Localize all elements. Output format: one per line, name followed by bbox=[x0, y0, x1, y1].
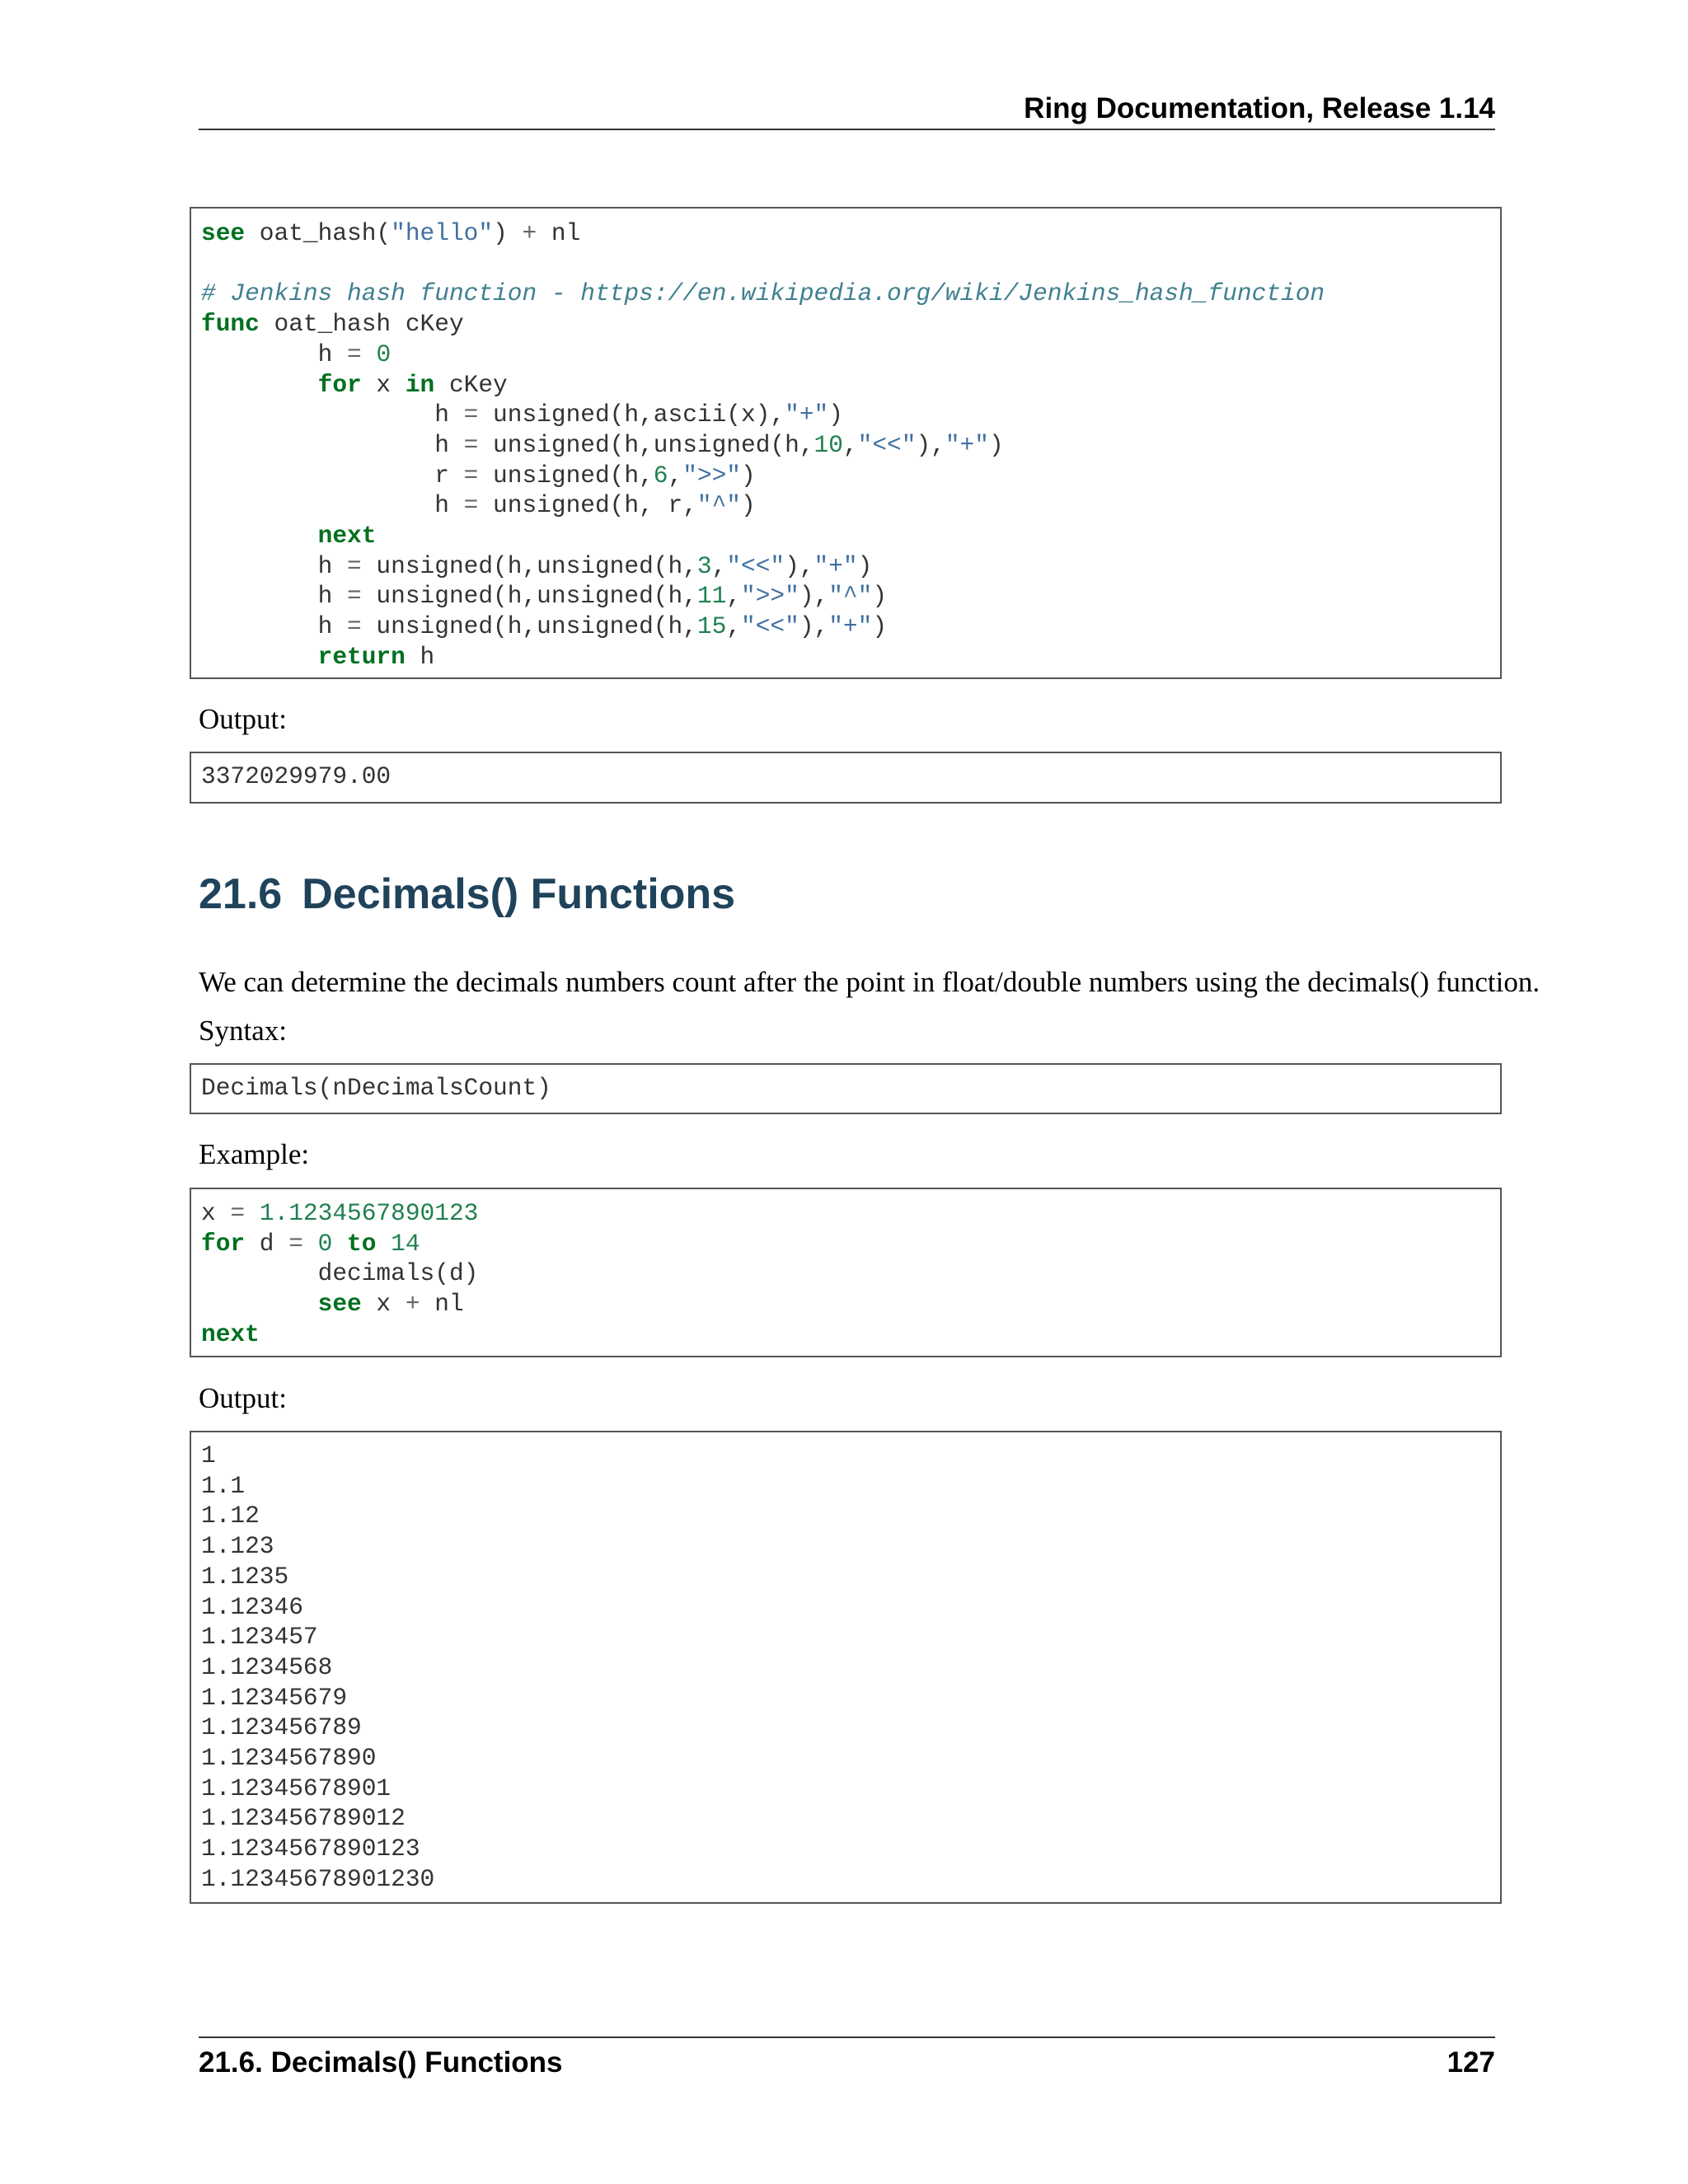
output-line: 1.12345678901230 bbox=[201, 1864, 435, 1893]
output-label-1: Output: bbox=[199, 703, 287, 735]
output-block-2 bbox=[190, 1431, 1502, 1904]
output-line: 1.123456789012 bbox=[201, 1804, 406, 1833]
syntax-block bbox=[190, 1063, 1502, 1114]
output-block-1 bbox=[190, 752, 1502, 804]
output-line: 1.12 bbox=[201, 1502, 260, 1530]
section-heading bbox=[199, 869, 735, 919]
footer-section: 21.6. Decimals() Functions bbox=[199, 2046, 563, 2079]
running-footer bbox=[199, 2036, 1495, 2079]
syntax-label: Syntax: bbox=[199, 1015, 287, 1047]
output-value-1: 3372029979.00 bbox=[201, 762, 392, 790]
output-lines bbox=[201, 1441, 1490, 1895]
code-block-oat-hash bbox=[190, 207, 1502, 679]
output-line: 1.1234567890123 bbox=[201, 1835, 420, 1863]
syntax-code: Decimals(nDecimalsCount) bbox=[201, 1074, 551, 1102]
output-label-2: Output: bbox=[199, 1382, 287, 1414]
output-line: 1.123456789 bbox=[201, 1713, 362, 1742]
output-line: 1 bbox=[201, 1441, 216, 1469]
example-block bbox=[190, 1188, 1502, 1357]
example-code: x = 1.1234567890123 for d = 0 to 14 decimals(d) see x + nl next bbox=[201, 1199, 479, 1348]
section-paragraph: We can determine the decimals numbers count after the point in float/double numbers using the decimals() function. bbox=[199, 966, 1540, 998]
output-line: 1.123 bbox=[201, 1532, 274, 1561]
output-line: 1.1234567890 bbox=[201, 1744, 377, 1773]
output-line: 1.12346 bbox=[201, 1592, 303, 1621]
section-title: Decimals() Functions bbox=[302, 870, 736, 918]
output-line: 1.1 bbox=[201, 1471, 246, 1500]
code-oat-hash: see oat_hash("hello") + nl # Jenkins hash function - https://en.wikipedia.org/wiki/Jenkins_hash_function func oat_hash cKey h = 0 for x in cKey h = unsigned(h,ascii(x),"+") h = unsigned(h,unsigned(h,10,"<<"),"+") r = unsigned(h,6,">>") h = unsigned(h, r,"^") next h = unsigned(h,unsigned(h,3,"<<"),"+") h = unsigned(h,unsigned(h,11,">>"),"^") h = unsigned(h,unsigned(h,15,"<<"),"+") return h bbox=[201, 219, 1325, 671]
running-header bbox=[199, 92, 1495, 130]
output-line: 1.1235 bbox=[201, 1562, 289, 1591]
output-line: 1.12345678901 bbox=[201, 1774, 392, 1802]
example-label: Example: bbox=[199, 1138, 310, 1170]
page-number: 127 bbox=[1447, 2046, 1495, 2079]
output-line: 1.12345679 bbox=[201, 1683, 348, 1712]
section-number: 21.6 bbox=[199, 870, 283, 918]
doc-title: Ring Documentation, Release 1.14 bbox=[1024, 92, 1495, 124]
output-line: 1.123457 bbox=[201, 1623, 318, 1652]
output-line: 1.1234568 bbox=[201, 1652, 333, 1681]
